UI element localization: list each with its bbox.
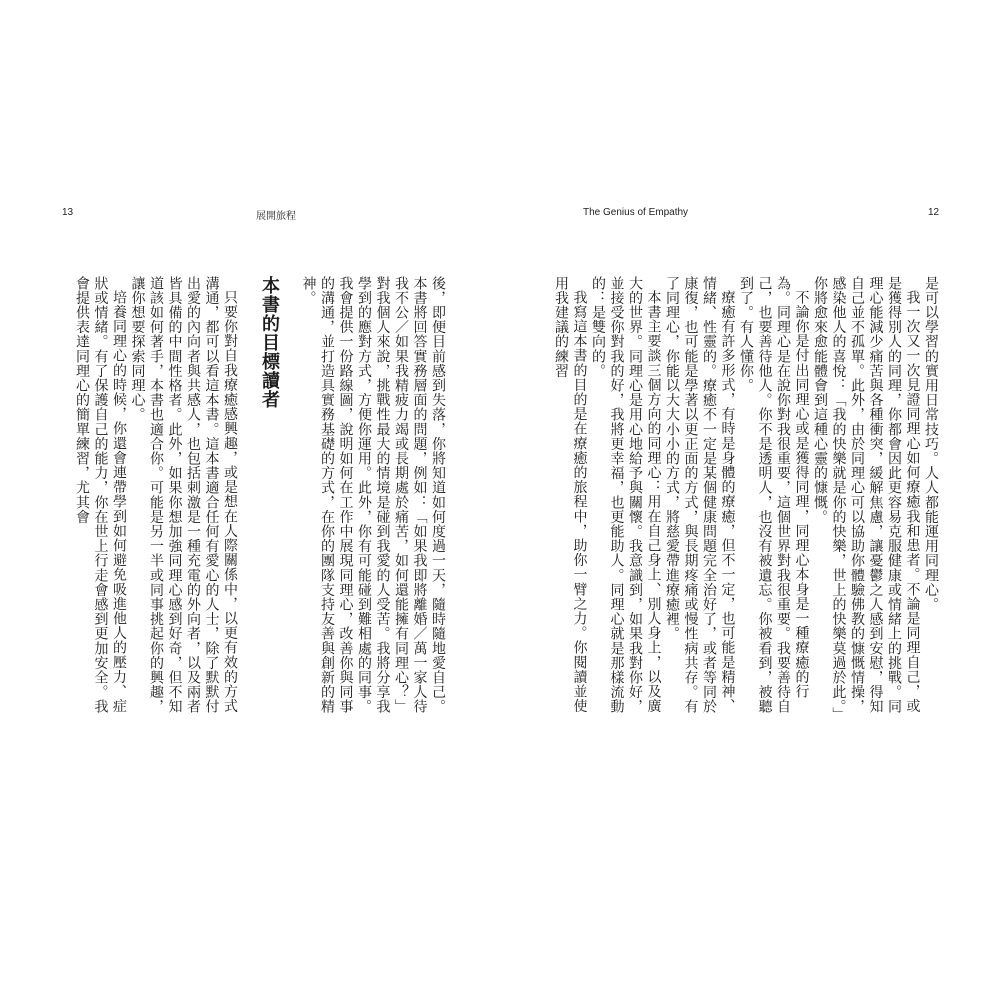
running-title: The Genius of Empathy (583, 207, 689, 218)
continuation-paragraph: 後，即便目前感到失落，你將知道如何度過一天，隨時隨地愛自己。本書將回答實務層面的問題，例如：「如果我即將離婚／萬一家人待我不公／如果我精疲力竭或長期處於痛苦，如何還能擁有同理心？」對我個人來說，挑戰性最大的情境是碰到我愛的人受苦。我將分享我學到的應對方式，方便你運用。此外，你有可能碰到難相處的同事。我會提供一份路線圖，說明如何在工作中展現同理心，改善你與同事的溝通，並打造具實務基礎的方式，在你的團隊支持友善與創新的精神。 (300, 276, 446, 714)
body-paragraph: 只要你對自我療癒感興趣，或是想在人際關係中，以更有效的方式溝通，都可以看這本書。這本書適合任何有愛心的人士，除了默默付出愛的內向者與共感人，也包括刺激是一種充電的外向者，以及兩者皆具備的中間性格者。此外，如果你想加強同理心感到好奇，但不知道該如何著手，本書也適合你。可能是另一半或同事挑起你的興趣，讓你想要探索同理心。 (129, 276, 238, 714)
body-paragraph: 不論你是付出同理心或是獲得同理，同理心本身是一種療癒的行為。同理心是在說你對我很重要，這個世界對我很重要。我要善待自己，也要善待他人。你不是透明人，也沒有被遺忘。你被看到，被聽到了。有人懂你。 (738, 276, 810, 714)
page-number: 13 (62, 207, 74, 218)
right-page-body (553, 276, 940, 716)
section-heading: 本書的目標讀者 (259, 276, 280, 409)
page-number: 12 (928, 207, 940, 218)
body-paragraph: 培養同理心的時候，你還會連帶學到如何避免吸進他人的壓力、症狀或情緒。有了保護自己的能力，你在世上行走會感到更加安全。我會提供表達同理心的簡單練習，尤其會 (74, 276, 127, 714)
body-paragraph: 我寫這本書的目的是在療癒的旅程中，助你一臂之力。你閱讀並使用我建議的練習 (553, 276, 588, 714)
body-paragraph: 我一次又一次見證同理心如何療癒我和患者。不論是同理自己，或是獲得別人的同理，你都會因此更容易克服健康或情緒上的挑戰。同理心能減少痛苦與各種衝突，緩解焦慮，讓憂鬱之人感到安慰，得知自己並不孤單。此外，由於同理心可以協助你體驗佛教的慷慨情操，感染他人的喜悅：「我的快樂就是你的快樂，世上的快樂莫過於此。」你將愈來愈能體會到這種心靈的慷慨。 (812, 276, 921, 715)
right-page (500, 0, 1000, 1000)
left-page-body (62, 276, 447, 716)
continuation-paragraph: 是可以學習的實用日常技巧。人人都能運用同理心。 (923, 276, 939, 612)
body-paragraph: 療癒有許多形式，有時是身體的療癒，但不一定，也可能是精神、情緒、性靈的。療癒不一定是某個健康問題完全治好了，或者等同於康復，也可能是學著以更正面的方式，與長期疼痛或慢性病共存。有了同理心，你能以大大小小的方式，將慈愛帶進療癒裡。 (664, 276, 736, 714)
body-paragraph: 本書主要談三個方向的同理心：用在自己身上、別人身上，以及廣大的世界。同理心是用心地給予與關懷。我意識到，如果我對你好，並接受你對我的好，我將更幸福，也更能助人。同理心就是那樣流動的：是雙向的。 (590, 276, 662, 714)
running-title: 展開旅程 (256, 211, 296, 222)
